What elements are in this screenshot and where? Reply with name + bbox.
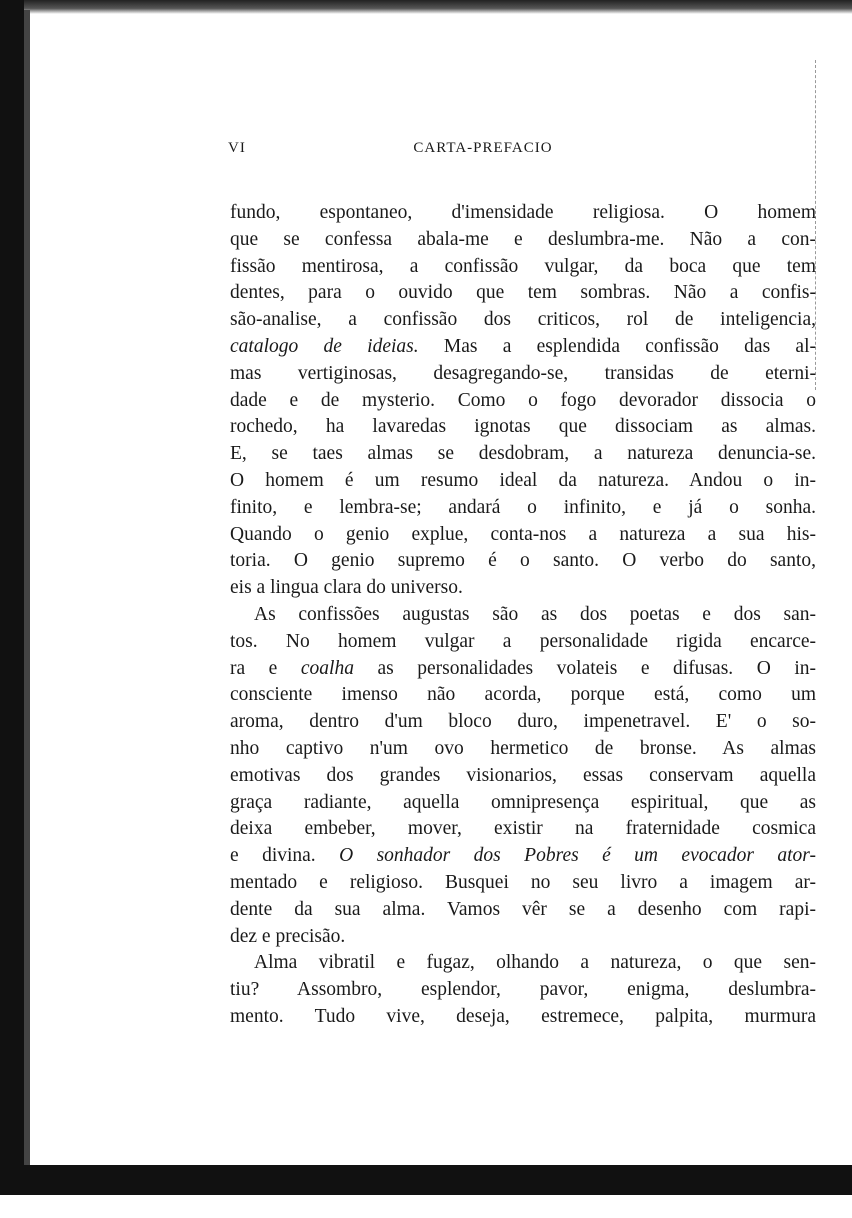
text-segment: deixa embeber, mover, existir na fraternidade cosmica: [230, 818, 816, 840]
italic-text: coalha: [300, 657, 354, 679]
text-segment: mentado e religioso. Busquei no seu livro a imagem ar-: [230, 871, 816, 893]
text-line: [230, 522, 816, 549]
text-line: [230, 870, 816, 897]
text-line: [230, 682, 816, 709]
text-segment: dente da sua alma. Vamos vêr se a desenho com rapi-: [230, 898, 816, 920]
text-segment: fissão mentirosa, a confissão vulgar, da boca que tem: [230, 255, 816, 277]
text-line: [230, 709, 816, 736]
text-segment: E, se taes almas se desdobram, a natureza denuncia-se.: [230, 443, 816, 465]
scan-edge-top: [0, 0, 852, 14]
italic-text: O sonhador dos Pobres é um evocador ator-: [339, 845, 816, 867]
text-segment: Alma vibratil e fugaz, olhando a natureza, o que sen-: [254, 952, 816, 974]
text-line: [230, 388, 816, 415]
text-segment: tos. No homem vulgar a personalidade rigida encarce-: [230, 630, 816, 652]
scan-edge-left-shadow: [24, 10, 30, 1180]
text-line: [230, 736, 816, 763]
scan-edge-left: [0, 0, 24, 1218]
running-title: CARTA-PREFACIO: [413, 140, 553, 156]
scan-margin-bottom: [0, 1195, 852, 1218]
text-line: [230, 816, 816, 843]
text-segment: eis a lingua clara do universo.: [230, 577, 463, 599]
text-line: [230, 414, 816, 441]
text-segment: Quando o genio explue, conta-nos a natureza a sua his-: [230, 523, 816, 545]
italic-text: catalogo de ideias.: [230, 335, 444, 357]
text-line: [230, 254, 816, 281]
text-line: [230, 495, 816, 522]
text-segment: dentes, para o ouvido que tem sombras. Não a confis-: [230, 282, 816, 304]
body-text: [230, 200, 816, 1031]
text-segment: fundo, espontaneo, d'imensidade religiosa. O homem: [230, 202, 816, 223]
text-line: [230, 790, 816, 817]
text-line: [230, 763, 816, 790]
text-segment: são-analise, a confissão dos criticos, rol de inteligencia,: [230, 309, 816, 331]
text-segment: dade e de mysterio. Como o fogo devorador dissocia o: [230, 389, 816, 411]
text-segment: as personalidades volateis e difusas. O in-: [353, 657, 816, 679]
text-segment: consciente imenso não acorda, porque está, como um: [230, 684, 816, 706]
text-segment: Mas a esplendida confissão das al-: [443, 335, 816, 357]
text-line: [230, 200, 816, 227]
text-line: [230, 656, 816, 683]
text-line: [230, 629, 816, 656]
text-line: [230, 468, 816, 495]
text-line: [230, 977, 816, 1004]
text-segment: finito, e lembra-se; andará o infinito, e já o sonha.: [230, 496, 816, 518]
text-line: [230, 441, 816, 468]
text-line: [230, 843, 816, 870]
text-line: [230, 361, 816, 388]
text-segment: que se confessa abala-me e deslumbra-me. Não a con-: [230, 228, 816, 250]
text-segment: emotivas dos grandes visionarios, essas conservam aquella: [230, 764, 816, 786]
scan-edge-bottom: [0, 1165, 852, 1195]
text-segment: As confissões augustas são as dos poetas e dos san-: [254, 603, 816, 625]
text-line: [230, 924, 816, 951]
text-line: [230, 897, 816, 924]
text-segment: O homem é um resumo ideal da natureza. Andou o in-: [230, 469, 816, 491]
page-number: VI: [228, 140, 246, 156]
text-line: [230, 307, 816, 334]
text-line: [230, 548, 816, 575]
text-line: [230, 280, 816, 307]
text-segment: dez e precisão.: [230, 925, 346, 947]
text-segment: aroma, dentro d'um bloco duro, impenetravel. E' o so-: [230, 711, 816, 733]
text-segment: rochedo, ha lavaredas ignotas que dissociam as almas.: [230, 416, 816, 438]
text-line: [230, 1004, 816, 1031]
text-line: [230, 227, 816, 254]
text-segment: ra e: [230, 657, 301, 679]
text-segment: mento. Tudo vive, deseja, estremece, palpita, murmura: [230, 1005, 816, 1027]
text-segment: tiu? Assombro, esplendor, pavor, enigma, deslumbra-: [230, 979, 816, 1001]
text-segment: toria. O genio supremo é o santo. O verbo do santo,: [230, 550, 816, 572]
text-line: [230, 950, 816, 977]
text-line: [230, 602, 816, 629]
text-line: [230, 575, 816, 602]
page-header: [228, 140, 815, 164]
text-line: [230, 334, 816, 361]
text-segment: graça radiante, aquella omnipresença espiritual, que as: [230, 791, 816, 813]
text-segment: mas vertiginosas, desagregando-se, transidas de eterni-: [230, 362, 816, 384]
text-segment: e divina.: [230, 845, 340, 867]
text-segment: nho captivo n'um ovo hermetico de bronse. As almas: [230, 737, 816, 759]
